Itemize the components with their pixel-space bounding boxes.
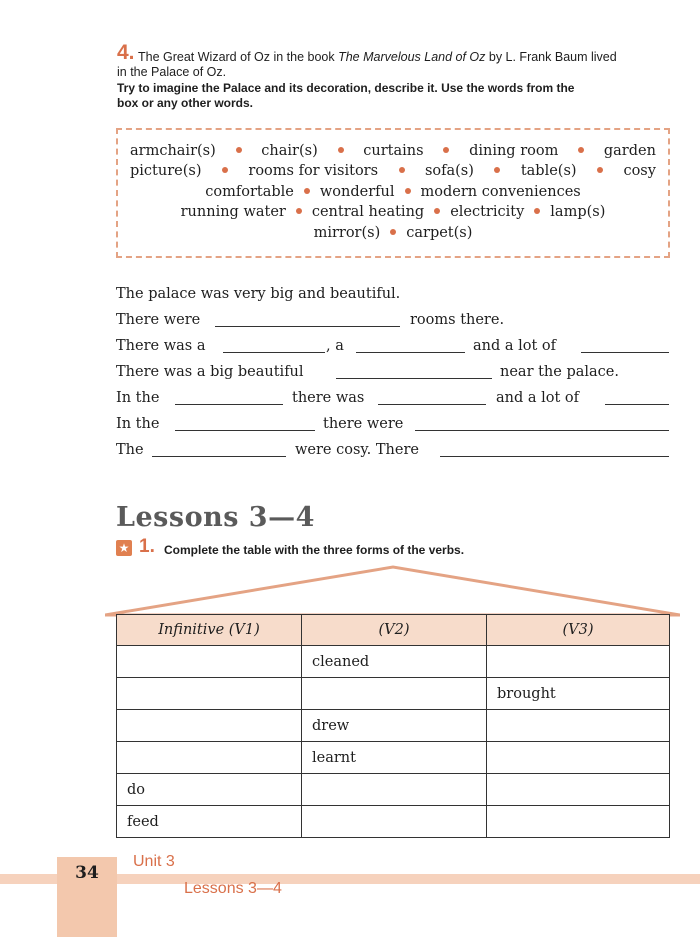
word: running water — [180, 204, 286, 220]
word: rooms for visitors — [248, 163, 379, 179]
section-title: Lessons 3—4 — [116, 502, 315, 533]
bullet-icon — [494, 167, 500, 173]
answer-blank[interactable] — [152, 456, 286, 457]
word: curtains — [363, 143, 424, 159]
table-cell: brought — [487, 678, 670, 710]
table-cell[interactable] — [117, 646, 302, 678]
word: modern conveniences — [420, 184, 581, 200]
sentence-text: were cosy. There — [295, 442, 419, 458]
exercise-task: Try to imagine the Palace and its decoration, describe it. Use the words from the box or any other words. — [117, 81, 575, 110]
sentence-text: In the — [116, 416, 160, 432]
bullet-icon — [443, 147, 449, 153]
sentence-text: , a — [326, 338, 344, 354]
answer-blank[interactable] — [581, 352, 669, 353]
table-cell[interactable] — [117, 710, 302, 742]
exercise-number: 1. — [139, 536, 155, 557]
table-cell[interactable] — [487, 774, 670, 806]
word: garden — [603, 143, 656, 159]
bullet-icon — [296, 208, 302, 214]
exercise-intro-cont: in the Palace of Oz. — [117, 65, 227, 79]
bullet-icon — [222, 167, 228, 173]
sentence-text: and a lot of — [473, 338, 557, 354]
word: mirror(s) — [313, 225, 381, 241]
table-cell: cleaned — [302, 646, 487, 678]
lesson-label: Lessons 3—4 — [184, 880, 282, 897]
bullet-icon — [405, 188, 411, 194]
bullet-icon — [534, 208, 540, 214]
word-line-4 — [118, 204, 668, 220]
answer-blank[interactable] — [223, 352, 325, 353]
answer-blank[interactable] — [415, 430, 669, 431]
bullet-icon — [390, 229, 396, 235]
sentence-text: The — [116, 442, 144, 458]
word: dining room — [469, 143, 559, 159]
answer-blank[interactable] — [175, 430, 315, 431]
table-cell[interactable] — [302, 774, 487, 806]
word: table(s) — [520, 163, 577, 179]
answer-blank[interactable] — [175, 404, 283, 405]
answer-blank[interactable] — [336, 378, 492, 379]
word: wonderful — [319, 184, 395, 200]
sentence-text: There were — [116, 312, 201, 328]
bullet-icon — [434, 208, 440, 214]
answer-blank[interactable] — [440, 456, 669, 457]
answer-blank[interactable] — [215, 326, 400, 327]
table-cell[interactable] — [487, 646, 670, 678]
answer-blank[interactable] — [605, 404, 669, 405]
sentence-text: There was a big beautiful — [116, 364, 304, 380]
word: lamp(s) — [550, 204, 606, 220]
sentence-text: The palace was very big and beautiful. — [116, 286, 401, 302]
bullet-icon — [597, 167, 603, 173]
table-row — [117, 678, 670, 710]
table-cell: learnt — [302, 742, 487, 774]
roof-graphic — [105, 565, 680, 617]
bullet-icon — [236, 147, 242, 153]
word: cosy — [623, 163, 656, 179]
sentence-text: there were — [323, 416, 404, 432]
table-header-row — [117, 615, 670, 646]
table-row — [117, 742, 670, 774]
word-line-2 — [118, 163, 668, 179]
table-row — [117, 774, 670, 806]
word-line-5 — [118, 225, 668, 241]
exercise-intro: The Great Wizard of Oz in the book The Marvelous Land of Oz by L. Frank Baum lived — [138, 50, 617, 64]
word-box — [116, 128, 670, 258]
column-header: (V3) — [487, 615, 670, 646]
bullet-icon — [399, 167, 405, 173]
sentence-text: In the — [116, 390, 160, 406]
table-row — [117, 646, 670, 678]
page-number: 34 — [75, 863, 99, 883]
table-cell: feed — [117, 806, 302, 838]
bullet-icon — [338, 147, 344, 153]
table-cell[interactable] — [487, 806, 670, 838]
sentence-text: there was — [292, 390, 365, 406]
word-line-3 — [118, 184, 668, 200]
unit-label: Unit 3 — [133, 853, 175, 870]
column-header: Infinitive (V1) — [117, 615, 302, 646]
word: comfortable — [205, 184, 294, 200]
word: electricity — [450, 204, 525, 220]
star-icon: ★ — [116, 540, 132, 556]
word: central heating — [311, 204, 425, 220]
word: armchair(s) — [130, 143, 216, 159]
table-cell[interactable] — [302, 678, 487, 710]
answer-blank[interactable] — [356, 352, 465, 353]
word: chair(s) — [261, 143, 318, 159]
word: sofa(s) — [424, 163, 474, 179]
exercise-number: 4. — [117, 41, 135, 64]
sentence-text: There was a — [116, 338, 206, 354]
answer-blank[interactable] — [378, 404, 486, 405]
bullet-icon — [578, 147, 584, 153]
verb-forms-table — [116, 614, 670, 838]
column-header: (V2) — [302, 615, 487, 646]
word: picture(s) — [130, 163, 202, 179]
exercise-instruction: Complete the table with the three forms of the verbs. — [164, 543, 465, 557]
word-line-1 — [118, 143, 668, 159]
word: carpet(s) — [406, 225, 473, 241]
table-row — [117, 806, 670, 838]
bullet-icon — [304, 188, 310, 194]
table-cell: drew — [302, 710, 487, 742]
table-cell[interactable] — [117, 742, 302, 774]
table-row — [117, 710, 670, 742]
table-cell[interactable] — [487, 742, 670, 774]
sentence-text: and a lot of — [496, 390, 580, 406]
sentence-text: rooms there. — [410, 312, 505, 328]
table-cell: do — [117, 774, 302, 806]
sentence-text: near the palace. — [500, 364, 619, 380]
table-cell[interactable] — [302, 806, 487, 838]
table-cell[interactable] — [487, 710, 670, 742]
table-cell[interactable] — [117, 678, 302, 710]
